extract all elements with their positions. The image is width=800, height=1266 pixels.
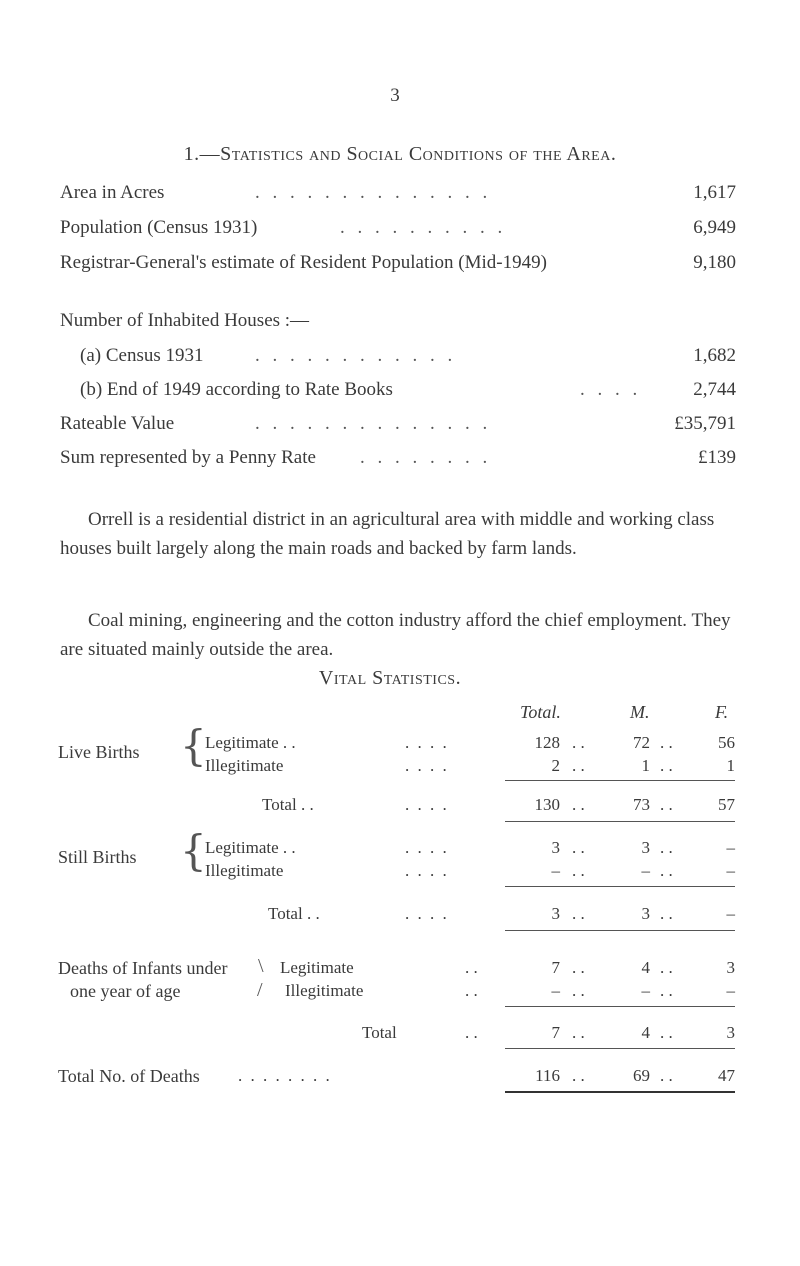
section-heading: 1.—Statistics and Social Conditions of the Area. [183,143,617,165]
divider [505,1048,735,1049]
stat-value: 2,744 [693,379,736,400]
leader-dots: . . . . . . . . [360,447,492,468]
infant-illegit-male: – [641,981,650,1000]
live-illegit-label: Illegitimate [205,756,284,775]
infant-legit-male: 4 [641,958,650,977]
infant-illegit-label: Illegitimate [285,981,364,1000]
dot-sep: . . [660,756,673,775]
live-total-total: 130 [534,795,560,814]
dot-sep: . . [660,838,673,857]
leader-dots: . . . . [405,733,449,752]
live-illegit-female: 1 [726,756,735,775]
col-head-total: Total. [520,702,561,722]
dot-sep: . . [572,733,585,752]
col-head-female: F. [715,702,729,722]
dot-sep: . . [660,1023,673,1042]
infant-total-male: 4 [641,1023,650,1042]
leader-dots: . . . . . . . . . . . . . . [255,413,492,434]
still-total-male: 3 [641,904,650,923]
leader-dots: . . [465,958,478,977]
paragraph-residential: Orrell is a residential district in an agricultural area with middle and working class houses built largely along the main roads and backed by farm lands. [60,509,715,559]
dot-sep: . . [572,981,585,1000]
dot-sep: . . [660,981,673,1000]
live-births-label: Live Births [58,742,140,762]
divider [505,821,735,822]
stat-label: Sum represented by a Penny Rate [60,447,316,468]
infant-legit-female: 3 [726,958,735,977]
stat-label: (b) End of 1949 according to Rate Books [80,379,393,400]
still-illegit-total: – [551,861,560,880]
still-illegit-female: – [726,861,735,880]
dot-sep: . . [660,795,673,814]
divider [505,930,735,931]
still-illegit-label: Illegitimate [205,861,284,880]
leader-dots: . . . . [405,756,449,775]
bracket-top-icon: \ [258,955,264,977]
stat-value: £35,791 [674,413,736,434]
divider [505,886,735,887]
infant-total-female: 3 [726,1023,735,1042]
dot-sep: . . [660,1066,673,1085]
still-legit-female: – [726,838,735,857]
vital-statistics-title: Vital Statistics. [318,667,462,689]
leader-dots: . . . . . . . . . . . . . . [255,182,492,203]
dot-sep: . . [572,1066,585,1085]
still-total-label: Total . . [268,904,320,923]
stat-value: £139 [698,447,736,468]
total-deaths-female: 47 [718,1066,735,1085]
infant-total-label: Total [362,1023,397,1042]
infant-deaths-label-line2: one year of age [70,981,181,1001]
still-legit-label: Legitimate . . [205,838,296,857]
live-legit-male: 72 [633,733,650,752]
divider [505,1006,735,1007]
houses-title-text: Number of Inhabited Houses :— [60,310,310,331]
dot-sep: . . [572,795,585,814]
live-total-male: 73 [633,795,650,814]
leader-dots: . . . . [405,904,449,923]
live-total-label: Total . . [262,795,314,814]
stat-label: Rateable Value [60,413,175,434]
still-total-female: – [726,904,735,923]
leader-dots: . . . . [405,795,449,814]
leader-dots: . . [465,1023,478,1042]
infant-deaths-label-line1: Deaths of Infants under [58,958,228,978]
leader-dots: . . . . . . . . . . . . [255,345,457,366]
employment-paragraph [60,606,740,664]
stat-value: 9,180 [693,252,736,273]
stat-label: Registrar-General's estimate of Resident Population (Mid-1949) [60,252,547,273]
still-legit-male: 3 [641,838,650,857]
leader-dots: . . . . [405,838,449,857]
total-deaths-male: 69 [633,1066,650,1085]
dot-sep: . . [572,1023,585,1042]
still-illegit-male: – [641,861,650,880]
dot-sep: . . [572,756,585,775]
divider [505,780,735,781]
infant-illegit-total: – [551,981,560,1000]
leader-dots: . . . . . . . . [238,1066,332,1085]
dot-sep: . . [572,904,585,923]
leader-dots: . . . . [580,379,642,400]
dot-sep: . . [660,733,673,752]
dot-sep: . . [572,838,585,857]
live-legit-total: 128 [534,733,560,752]
live-total-female: 57 [718,795,735,814]
stat-value: 1,617 [693,182,736,203]
live-illegit-total: 2 [551,756,560,775]
divider [505,1091,735,1093]
infant-legit-total: 7 [551,958,560,977]
bracket-bottom-icon: / [257,979,263,1001]
leader-dots: . . [465,981,478,1000]
description-paragraph [60,505,740,563]
live-illegit-male: 1 [641,756,650,775]
brace-icon: { [180,721,207,770]
stat-label: Area in Acres [60,182,165,203]
leader-dots: . . . . [405,861,449,880]
col-head-male: M. [630,702,650,722]
live-legit-female: 56 [718,733,735,752]
stat-value: 6,949 [693,217,736,238]
dot-sep: . . [572,958,585,977]
paragraph-employment: Coal mining, engineering and the cotton industry afford the chief employment. They are situated mainly outside the area. [60,610,731,660]
stat-label: (a) Census 1931 [80,345,204,366]
dot-sep: . . [660,958,673,977]
total-deaths-total: 116 [535,1066,560,1085]
stat-value: 1,682 [693,345,736,366]
live-legit-label: Legitimate . . [205,733,296,752]
stat-label: Population (Census 1931) [60,217,258,238]
still-total-total: 3 [551,904,560,923]
page-number: 3 [390,85,400,106]
infant-total-total: 7 [551,1023,560,1042]
infant-illegit-female: – [726,981,735,1000]
leader-dots: . . . . . . . . . . [340,217,507,238]
still-legit-total: 3 [551,838,560,857]
infant-legit-label: Legitimate [280,958,354,977]
dot-sep: . . [572,861,585,880]
still-births-label: Still Births [58,847,137,867]
brace-icon: { [180,826,207,875]
dot-sep: . . [660,861,673,880]
dot-sep: . . [660,904,673,923]
total-deaths-label: Total No. of Deaths [58,1066,200,1086]
